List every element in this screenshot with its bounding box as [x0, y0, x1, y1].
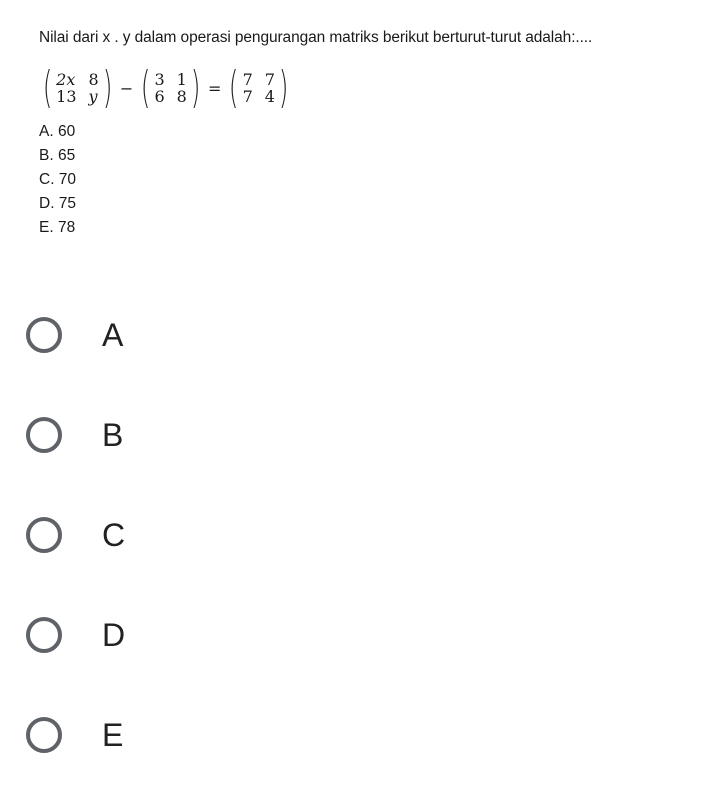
paren-right: ): [278, 62, 289, 113]
question-block: [39, 28, 709, 240]
matrix-a-cell: 2x: [56, 70, 76, 89]
option-text-c: C. 70: [39, 171, 77, 188]
matrix-a-cell: 13: [56, 87, 77, 106]
option-text-e: E. 78: [39, 219, 76, 236]
answer-option-a[interactable]: [24, 305, 424, 365]
matrix-b-cell: 8: [176, 87, 187, 106]
matrix-b-cell: 3: [154, 70, 165, 89]
radio-circle-icon[interactable]: [26, 417, 62, 453]
radio-circle-icon[interactable]: [26, 717, 62, 753]
answer-option-d[interactable]: [24, 605, 424, 665]
option-text-b: B. 65: [39, 147, 76, 164]
answer-choices: [24, 305, 424, 805]
question-text: Nilai dari x . y dalam operasi pengurangan matriks berikut berturut-turut adalah:....: [39, 29, 593, 46]
answer-option-c[interactable]: [24, 505, 424, 565]
radio-circle-icon[interactable]: [26, 617, 62, 653]
matrix-c-cell: 4: [264, 87, 275, 106]
answer-option-b[interactable]: [24, 405, 424, 465]
answer-label: C: [102, 516, 126, 553]
paren-left: (: [141, 62, 151, 113]
matrix-a-cell: 8: [88, 70, 99, 89]
matrix-c-cell: 7: [264, 70, 275, 89]
radio-circle-icon[interactable]: [26, 517, 62, 553]
equals-sign: =: [208, 78, 222, 98]
option-text-a: A. 60: [39, 123, 76, 140]
matrix-b: [137, 62, 204, 113]
answer-label: D: [102, 616, 126, 653]
paren-left: (: [42, 62, 53, 113]
matrix-a: [39, 62, 116, 113]
matrix-a-cell: y: [88, 87, 98, 106]
matrix-c: [225, 62, 292, 113]
paren-right: ): [190, 62, 201, 113]
answer-label: E: [102, 716, 124, 753]
minus-sign: −: [119, 78, 134, 98]
answer-label: B: [102, 416, 124, 453]
matrix-equation: [39, 62, 709, 113]
matrix-b-cell: 6: [154, 87, 165, 106]
option-text-d: D. 75: [39, 195, 77, 212]
matrix-b-cell: 1: [176, 70, 187, 89]
matrix-c-cell: 7: [242, 70, 253, 89]
answer-label: A: [102, 316, 124, 353]
radio-circle-icon[interactable]: [26, 317, 62, 353]
paren-left: (: [229, 62, 239, 113]
paren-right: ): [102, 62, 113, 113]
options-list: [39, 120, 709, 240]
answer-option-e[interactable]: [24, 705, 424, 765]
matrix-c-cell: 7: [242, 87, 253, 106]
